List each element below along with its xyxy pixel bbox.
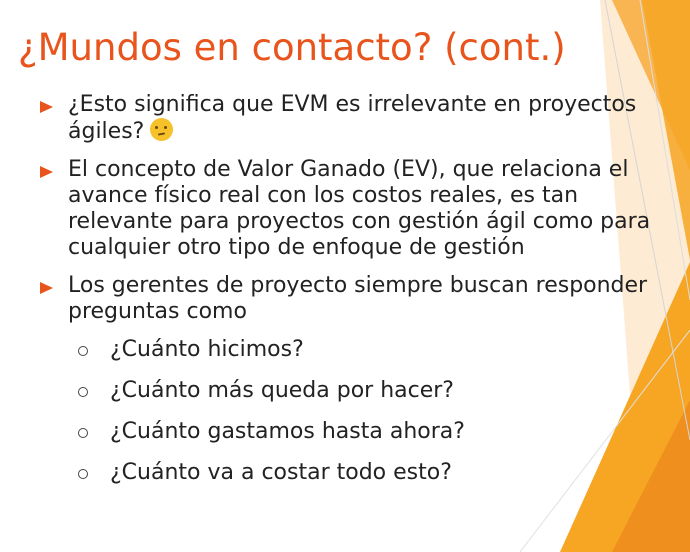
circle-bullet-icon bbox=[78, 469, 88, 479]
bullet-text: Los gerentes de proyecto siempre buscan responder preguntas como bbox=[68, 273, 648, 324]
arrow-bullet-icon bbox=[40, 166, 53, 178]
slide-title: ¿Mundos en contacto? (cont.) bbox=[18, 26, 566, 69]
sub-bullet-list bbox=[68, 337, 685, 486]
bullet-item bbox=[40, 92, 685, 145]
arrow-bullet-icon bbox=[40, 101, 53, 113]
arrow-bullet-icon bbox=[40, 282, 53, 294]
bullet-list bbox=[40, 92, 685, 501]
sub-bullet-item bbox=[76, 460, 685, 486]
sub-bullet-text: ¿Cuánto gastamos hasta ahora? bbox=[110, 419, 465, 444]
sub-bullet-text: ¿Cuánto más queda por hacer? bbox=[110, 378, 454, 403]
sub-bullet-item bbox=[76, 378, 685, 404]
circle-bullet-icon bbox=[78, 428, 88, 438]
sub-bullet-item bbox=[76, 337, 685, 363]
circle-bullet-icon bbox=[78, 387, 88, 397]
thinking-face-icon bbox=[150, 118, 173, 141]
sub-bullet-text: ¿Cuánto va a costar todo esto? bbox=[110, 460, 452, 485]
bullet-text: ¿Esto significa que EVM es irrelevante en proyectos ágiles? bbox=[68, 92, 637, 144]
bullet-item bbox=[40, 157, 685, 261]
circle-bullet-icon bbox=[78, 346, 88, 356]
sub-bullet-text: ¿Cuánto hicimos? bbox=[110, 337, 304, 362]
sub-bullet-item bbox=[76, 419, 685, 445]
bullet-text: El concepto de Valor Ganado (EV), que relaciona el avance físico real con los costos reales, es tan relevante para proyectos con gestión ágil como para cualquier otro tipo de enfoque de gestión bbox=[68, 157, 651, 260]
bullet-item bbox=[40, 273, 685, 486]
